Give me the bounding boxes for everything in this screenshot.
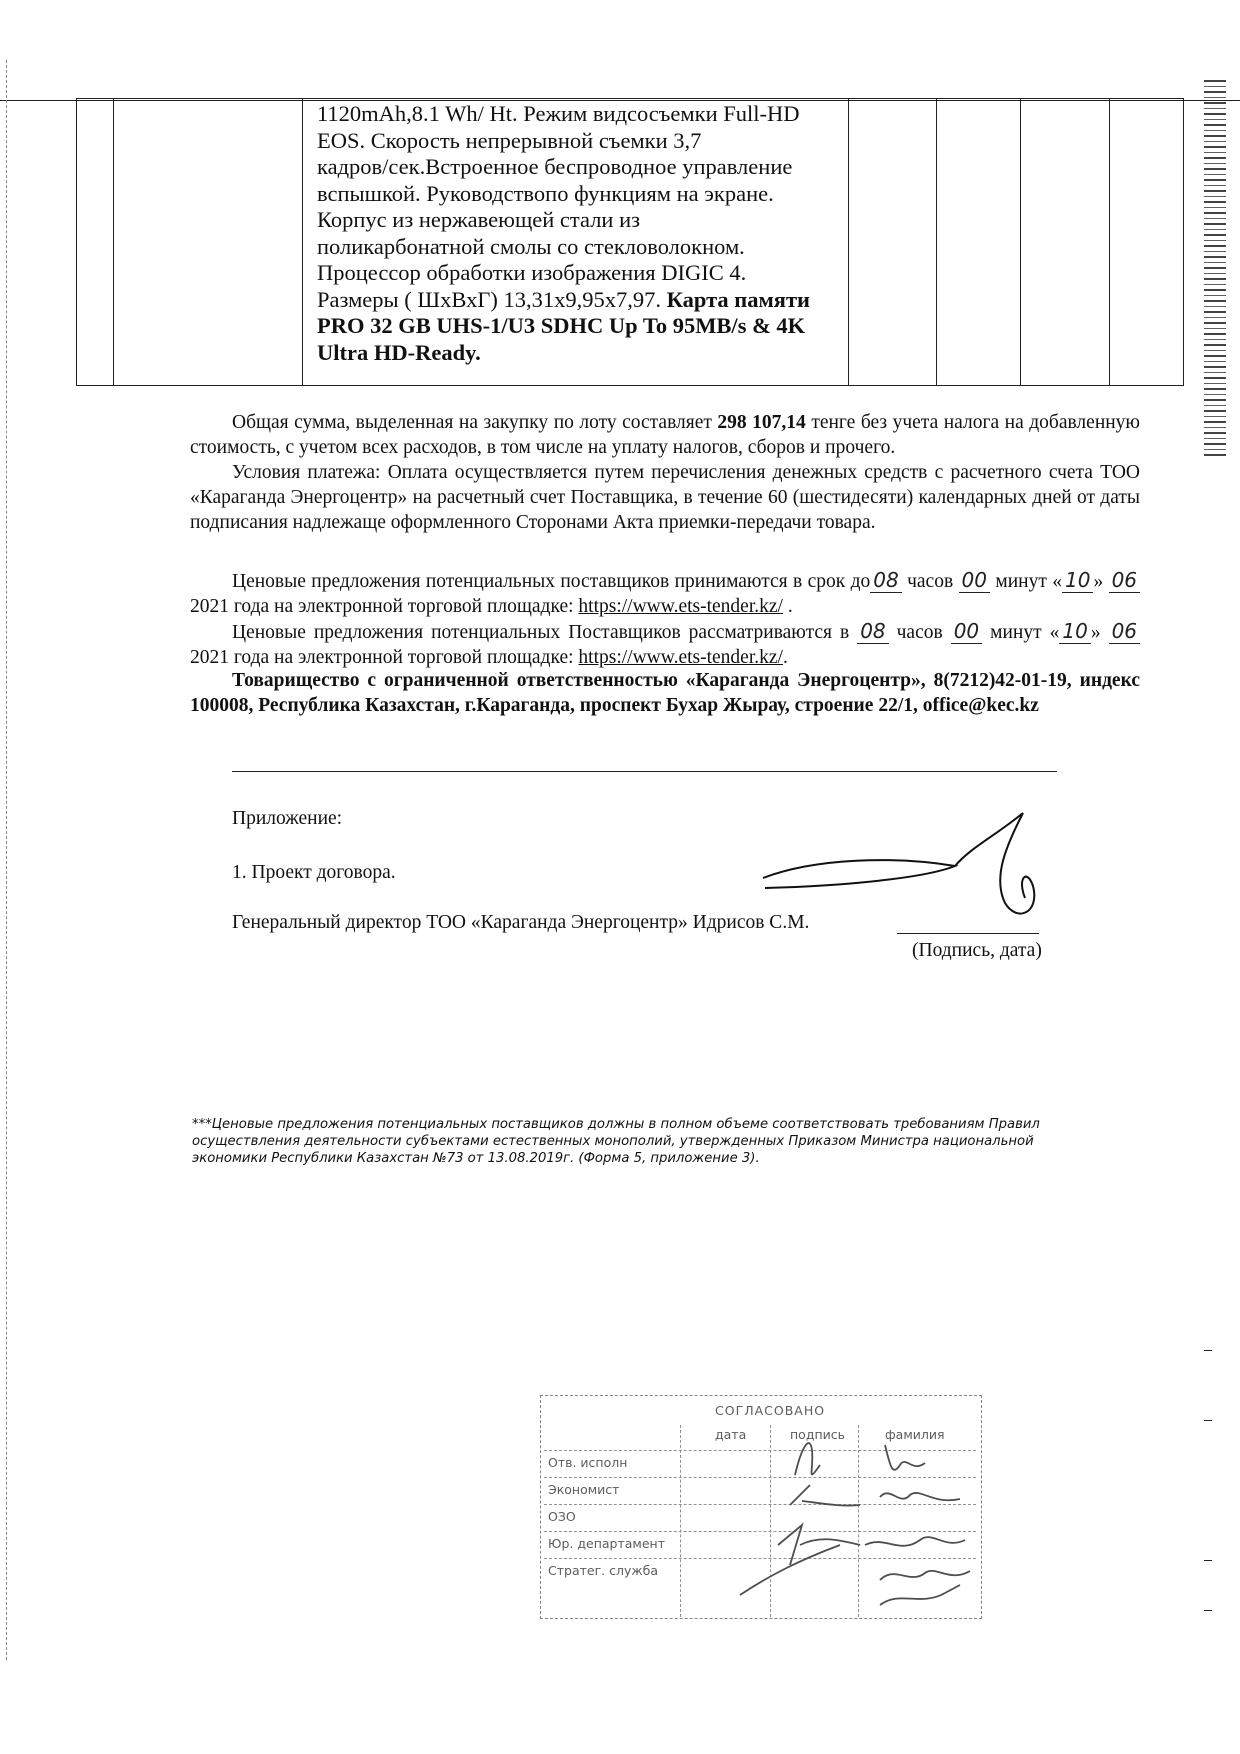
payment-terms-paragraph: Условия платежа: Оплата осуществляется путем перечисления денежных средств с расчетного счета ТОО «Караганда Энергоцентр» на расчетный счет Поставщика, в течение 60 (шестидесяти) календарных дней от даты подписания надлежаще оформленного Сторонами Акта приемки-передачи товара.	[190, 462, 1140, 533]
stamp-row: Экономист	[544, 1477, 976, 1502]
scan-tick	[1204, 1610, 1212, 1611]
handwritten-minutes: 00	[951, 619, 982, 644]
handwritten-month: 06	[1109, 568, 1140, 593]
spec-description: 1120mAh,8.1 Wh/ Ht. Режим видсосъемки Full-HD EOS. Скорость непрерывной съемки 3,7 кадров/сек.Встроенное беспроводное управление вспышкой. Руководствопо функциям на экране. Корпус из нержавеющей стали из поликарбонатной смолы со стекловолокном. Процессор обработки изображения DIGIC 4. Размеры ( ШхВхГ) 13,31x9,95x7,97. Карта памяти PRO 32 GB UHS-1/U3 SDHC Up To 95MB/s & 4K Ultra HD-Ready.	[317, 101, 810, 365]
handwritten-day: 10	[1062, 568, 1093, 593]
separator-line	[232, 771, 1057, 772]
stamp-row: Юр. департамент	[544, 1531, 976, 1556]
spec-table	[76, 98, 1184, 386]
total-amount: 298 107,14	[717, 412, 806, 433]
table-cell-name	[113, 99, 302, 386]
offers-review-paragraph: Ценовые предложения потенциальных Поставщиков рассматриваются в 08 часов 00 минут « 10 » 06 2021 года на электронной торговой площадке: https://www.ets-tender.kz/.	[190, 619, 1140, 670]
scan-right-edge-marks	[1204, 80, 1226, 460]
approval-stamp	[540, 1395, 980, 1617]
table-cell-unit	[848, 99, 936, 386]
stamp-col-date: дата	[715, 1427, 747, 1442]
table-cell-price	[1021, 99, 1109, 386]
stamp-signatures	[540, 1395, 980, 1617]
handwritten-minutes: 00	[959, 568, 990, 593]
handwritten-day: 10	[1059, 619, 1090, 644]
ets-tender-link[interactable]: https://www.ets-tender.kz/	[578, 596, 783, 617]
stamp-row: Стратег. служба	[544, 1558, 976, 1583]
company-details: Товарищество с ограниченной ответственностью «Караганда Энергоцентр», 8(7212)42-01-19, индекс 100008, Республика Казахстан, г.Караганда, проспект Бухар Жырау, строение 22/1, office@kec.kz	[190, 670, 1140, 716]
handwritten-hours: 08	[870, 568, 901, 593]
offers-accept-paragraph: Ценовые предложения потенциальных поставщиков принимаются в срок до 08 часов 00 минут « 10 » 06 2021 года на электронной торговой площадке: https://www.ets-tender.kz/ .	[190, 568, 1140, 619]
stamp-col-name: фамилия	[885, 1427, 945, 1442]
appendix-title: Приложение:	[232, 808, 343, 829]
table-cell-sum	[1109, 99, 1183, 386]
stamp-title: СОГЛАСОВАНО	[715, 1403, 826, 1418]
signature-caption: (Подпись, дата)	[912, 940, 1042, 961]
table-cell-description	[303, 99, 849, 386]
appendix-item: 1. Проект договора.	[232, 862, 396, 883]
scan-tick	[1204, 1420, 1212, 1421]
director-signature	[755, 808, 1075, 938]
stamp-row: ОЗО	[544, 1504, 976, 1529]
stamp-col-sign: подпись	[790, 1427, 845, 1442]
ets-tender-link[interactable]: https://www.ets-tender.kz/	[578, 647, 783, 668]
stamp-row: Отв. исполн	[544, 1450, 976, 1475]
table-row	[77, 99, 1184, 386]
scan-left-edge	[6, 60, 7, 1660]
table-cell-qty	[937, 99, 1021, 386]
footnote: ***Ценовые предложения потенциальных поставщиков должны в полном объеме соответствовать требованиям Правил осуществления деятельности субъектами естественных монополий, утвержденных Приказом Министра национальной экономики Республики Казахстан №73 от 13.08.2019г. (Форма 5, приложение 3).	[192, 1117, 1040, 1166]
handwritten-hours: 08	[857, 619, 888, 644]
handwritten-month: 06	[1109, 619, 1140, 644]
table-cell-number	[77, 99, 114, 386]
scan-tick	[1204, 1350, 1212, 1351]
director-signature-line: Генеральный директор ТОО «Караганда Энергоцентр» Идрисов С.М.	[232, 912, 810, 933]
scan-tick	[1204, 1560, 1212, 1561]
total-amount-paragraph: Общая сумма, выделенная на закупку по лоту составляет 298 107,14 тенге без учета налога на добавленную стоимость, с учетом всех расходов, в том числе на уплату налогов, сборов и прочего.	[190, 412, 1141, 458]
